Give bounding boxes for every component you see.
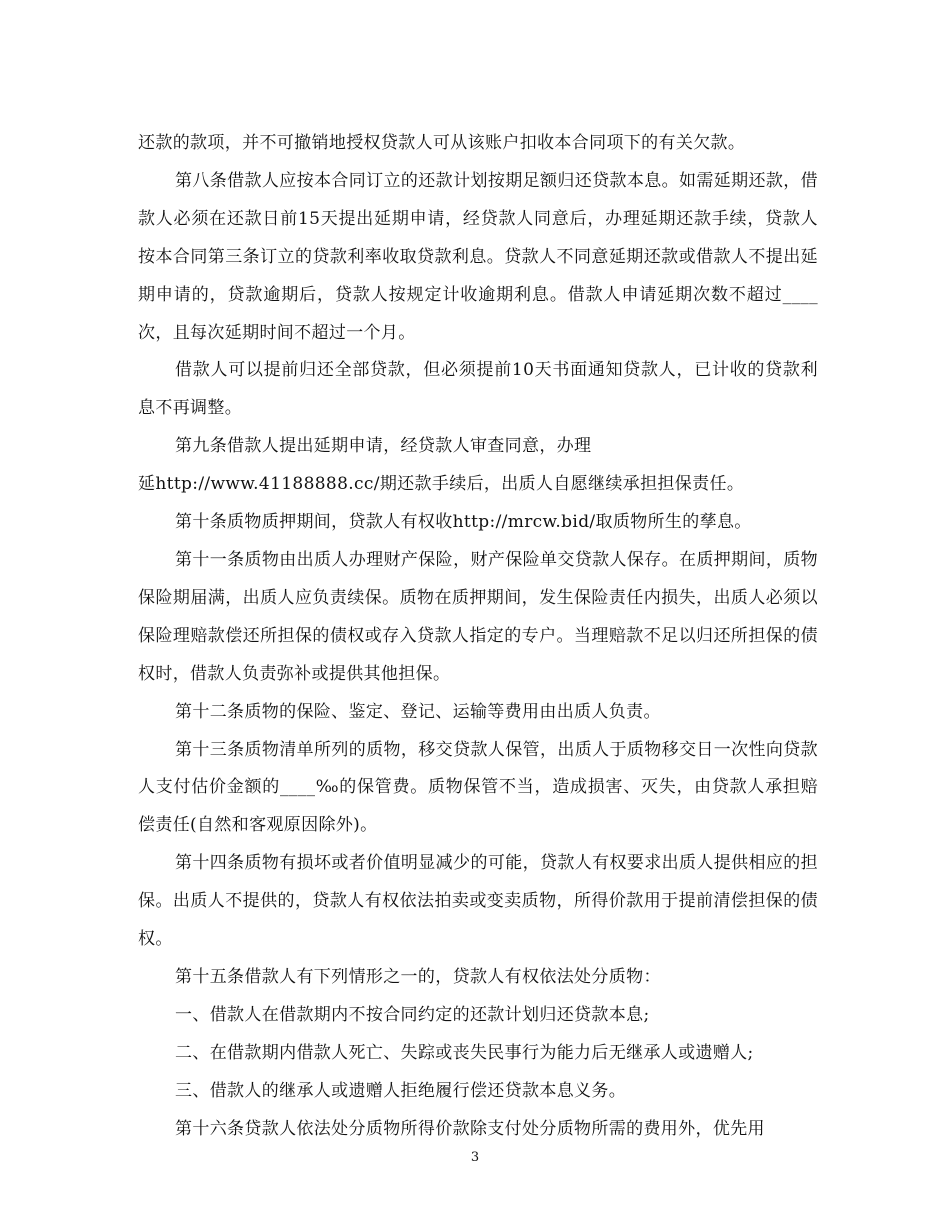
page-number: 3 <box>470 1150 480 1165</box>
paragraph-article-9-continued: 延http://www.41188888.cc/期还款手续后，出质人自愿继续承担担保责任。 <box>138 474 745 495</box>
paragraph-article-15: 第十五条借款人有下列情形之一的，贷款人有权依法处分质物： <box>175 966 661 987</box>
paragraph-article-16: 第十六条贷款人依法处分质物所得价款除支付处分质物所需的费用外，优先用 <box>175 1118 765 1139</box>
paragraph-article-11: 第十一条质物由出质人办理财产保险，财产保险单交贷款人保存。在质押期间，质物保险期届满，出质人应负责续保。质物在质押期间，发生保险责任内损失，出质人必须以保险理赔款偿还所担保的债权或存入贷款人指定的专户。当理赔款不足以归还所担保的债权时，借款人负责弥补或提供其他担保。 <box>138 549 818 684</box>
paragraph-early-repayment: 借款人可以提前归还全部贷款，但必须提前10天书面通知贷款人，已计收的贷款利息不再调整。 <box>138 360 818 419</box>
list-item-3: 三、借款人的继承人或遗赠人拒绝履行偿还贷款本息义务。 <box>175 1080 627 1101</box>
paragraph-article-14: 第十四条质物有损坏或者价值明显减少的可能，贷款人有权要求出质人提供相应的担保。出质人不提供的，贷款人有权依法拍卖或变卖质物，所得价款用于提前清偿担保的债权。 <box>138 853 818 950</box>
paragraph-article-9: 第九条借款人提出延期申请，经贷款人审查同意，办理 <box>175 436 592 457</box>
paragraph-article-12: 第十二条质物的保险、鉴定、登记、运输等费用由出质人负责。 <box>175 701 661 722</box>
paragraph-article-8: 第八条借款人应按本合同订立的还款计划按期足额归还贷款本息。如需延期还款，借款人必须在还款日前15天提出延期申请，经贷款人同意后，办理延期还款手续，贷款人按本合同第三条订立的贷款利率收取贷款利息。贷款人不同意延期还款或借款人不提出延期申请的，贷款逾期后，贷款人按规定计收逾期利息。借款人申请延期次数不超过____次，且每次延期时间不超过一个月。 <box>138 170 818 343</box>
paragraph-article-13: 第十三条质物清单所列的质物，移交贷款人保管，出质人于质物移交日一次性向贷款人支付估价金额的____‰的保管费。质物保管不当，造成损害、灭失，由贷款人承担赔偿责任(自然和客观原因除外)。 <box>138 739 818 836</box>
list-item-2: 二、在借款期内借款人死亡、失踪或丧失民事行为能力后无继承人或遗赠人; <box>175 1042 754 1063</box>
list-item-1: 一、借款人在借款期内不按合同约定的还款计划归还贷款本息; <box>175 1004 650 1025</box>
paragraph-continuation: 还款的款项，并不可撤销地授权贷款人可从该账户扣收本合同项下的有关欠款。 <box>138 133 746 153</box>
paragraph-article-10: 第十条质物质押期间，贷款人有权收http://mrcw.bid/取质物所生的孳息。 <box>175 512 752 533</box>
body-text <box>138 125 818 1148</box>
